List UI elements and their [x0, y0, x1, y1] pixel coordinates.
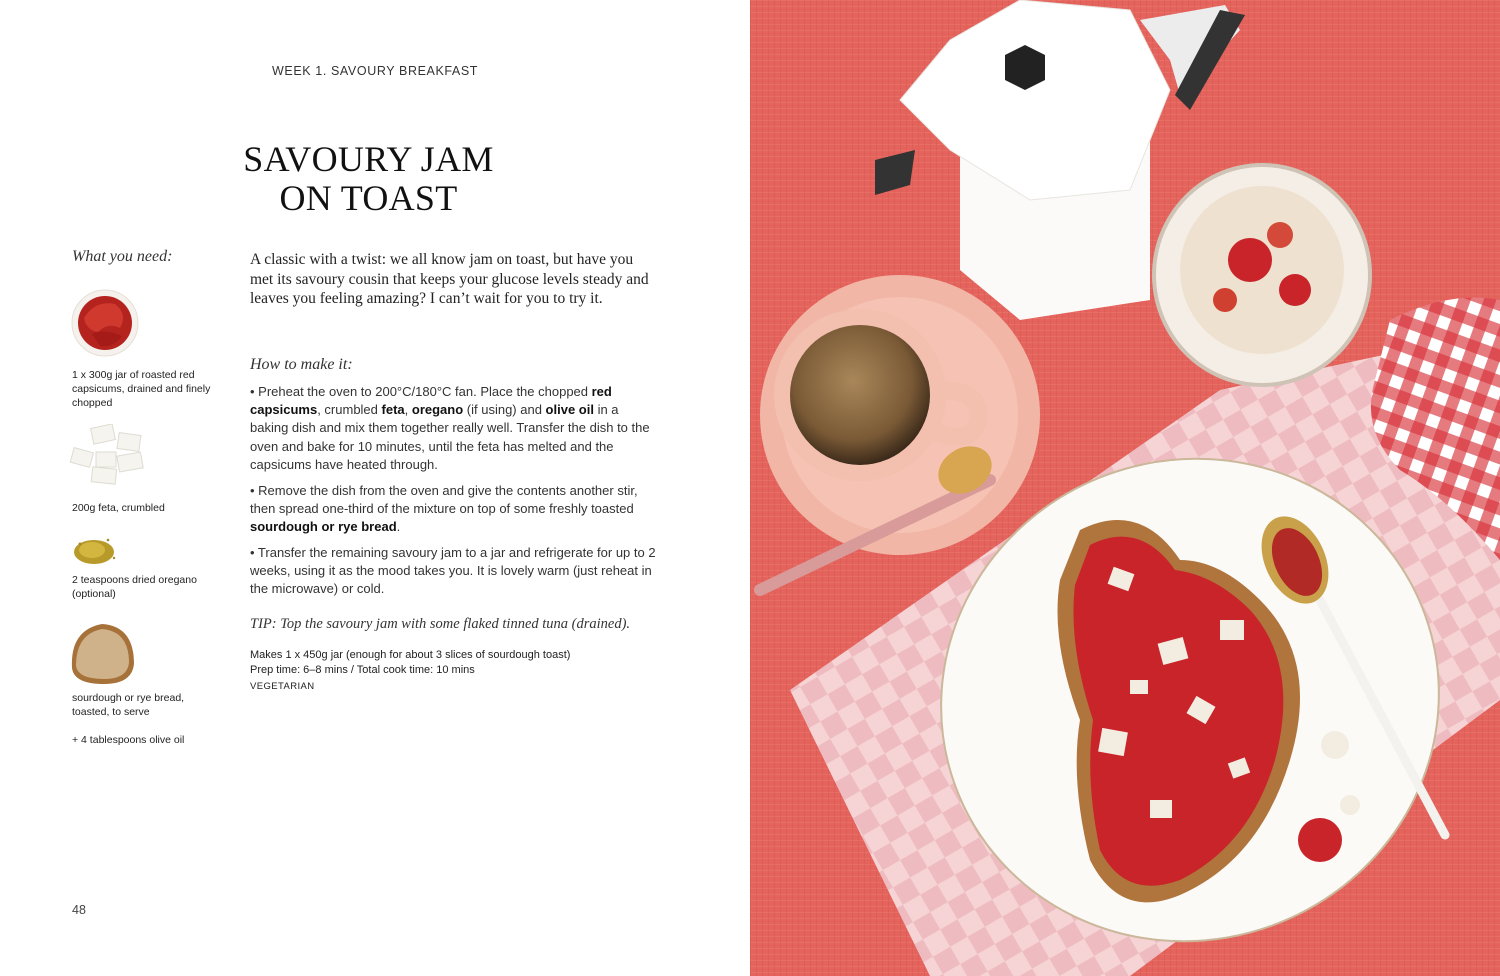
ingredient-item: 200g feta, crumbled	[72, 502, 165, 514]
ingredients-heading: What you need:	[72, 248, 173, 265]
page-number: 48	[72, 903, 86, 917]
step-text: , crumbled	[317, 402, 382, 418]
section-label: WEEK 1. SAVOURY BREAKFAST	[272, 64, 479, 78]
ingredient-highlight: olive oil	[545, 402, 594, 418]
ingredient-highlight: feta	[381, 402, 405, 418]
step-text: (if using) and	[463, 402, 546, 418]
recipe-tip: TIP: Top the savoury jam with some flaked tinned tuna (drained).	[250, 616, 631, 632]
recipe-times: Prep time: 6–8 mins / Total cook time: 10 mins	[250, 664, 475, 676]
recipe-yield: Makes 1 x 450g jar (enough for about 3 slices of sourdough toast)	[250, 649, 571, 661]
step-text: in a baking dish and mix them together really well. Transfer the dish to the oven and bake for 10 minutes, until the feta has melted and the capsicums have heated through.	[250, 402, 650, 472]
step-text: • Transfer the remaining savoury jam to a jar and refrigerate for up to 2 weeks, using it as the mood takes you. It is lovely warm (just reheat in the microwave) or cold.	[250, 545, 656, 597]
step-text: • Preheat the oven to 200°C/180°C fan. Place the chopped	[250, 384, 592, 399]
recipe-photo	[750, 0, 1500, 976]
ingredient-item: 2 teaspoons dried oregano (optional)	[72, 574, 197, 600]
method-step	[250, 544, 660, 599]
ingredient-item: 1 x 300g jar of roasted red capsicums, drained and finely chopped	[72, 369, 211, 409]
title-line-2: ON TOAST	[279, 178, 458, 218]
method-step	[250, 482, 660, 537]
step-text: • Remove the dish from the oven and give the contents another stir, then spread one-third of the mixture on top of some freshly toasted	[250, 483, 638, 517]
bread-image	[70, 620, 136, 686]
oregano-image	[70, 530, 120, 570]
step-text: .	[396, 519, 401, 535]
method-step	[250, 383, 660, 474]
step-text: ,	[404, 402, 412, 418]
recipe-intro: A classic with a twist: we all know jam on toast, but have you met its savoury cousin that keeps your glucose levels steady and leaves you feeling amazing? I can’t wait for you to try it.	[250, 251, 649, 307]
ingredient-item: + 4 tablespoons olive oil	[72, 734, 185, 746]
feta-image	[70, 424, 150, 486]
recipe-title	[236, 140, 501, 218]
method-heading: How to make it:	[250, 356, 353, 373]
roasted-capsicum-image	[70, 288, 140, 358]
ingredient-item: sourdough or rye bread, toasted, to serve	[72, 692, 185, 718]
diet-label: VEGETARIAN	[250, 681, 315, 692]
ingredient-highlight: red capsicums	[250, 384, 612, 418]
ingredient-highlight: oregano	[411, 402, 464, 418]
jar-of-savoury-jam	[1154, 165, 1370, 385]
title-line-1: SAVOURY JAM	[243, 139, 494, 179]
ingredient-highlight: sourdough or rye bread	[250, 519, 397, 535]
